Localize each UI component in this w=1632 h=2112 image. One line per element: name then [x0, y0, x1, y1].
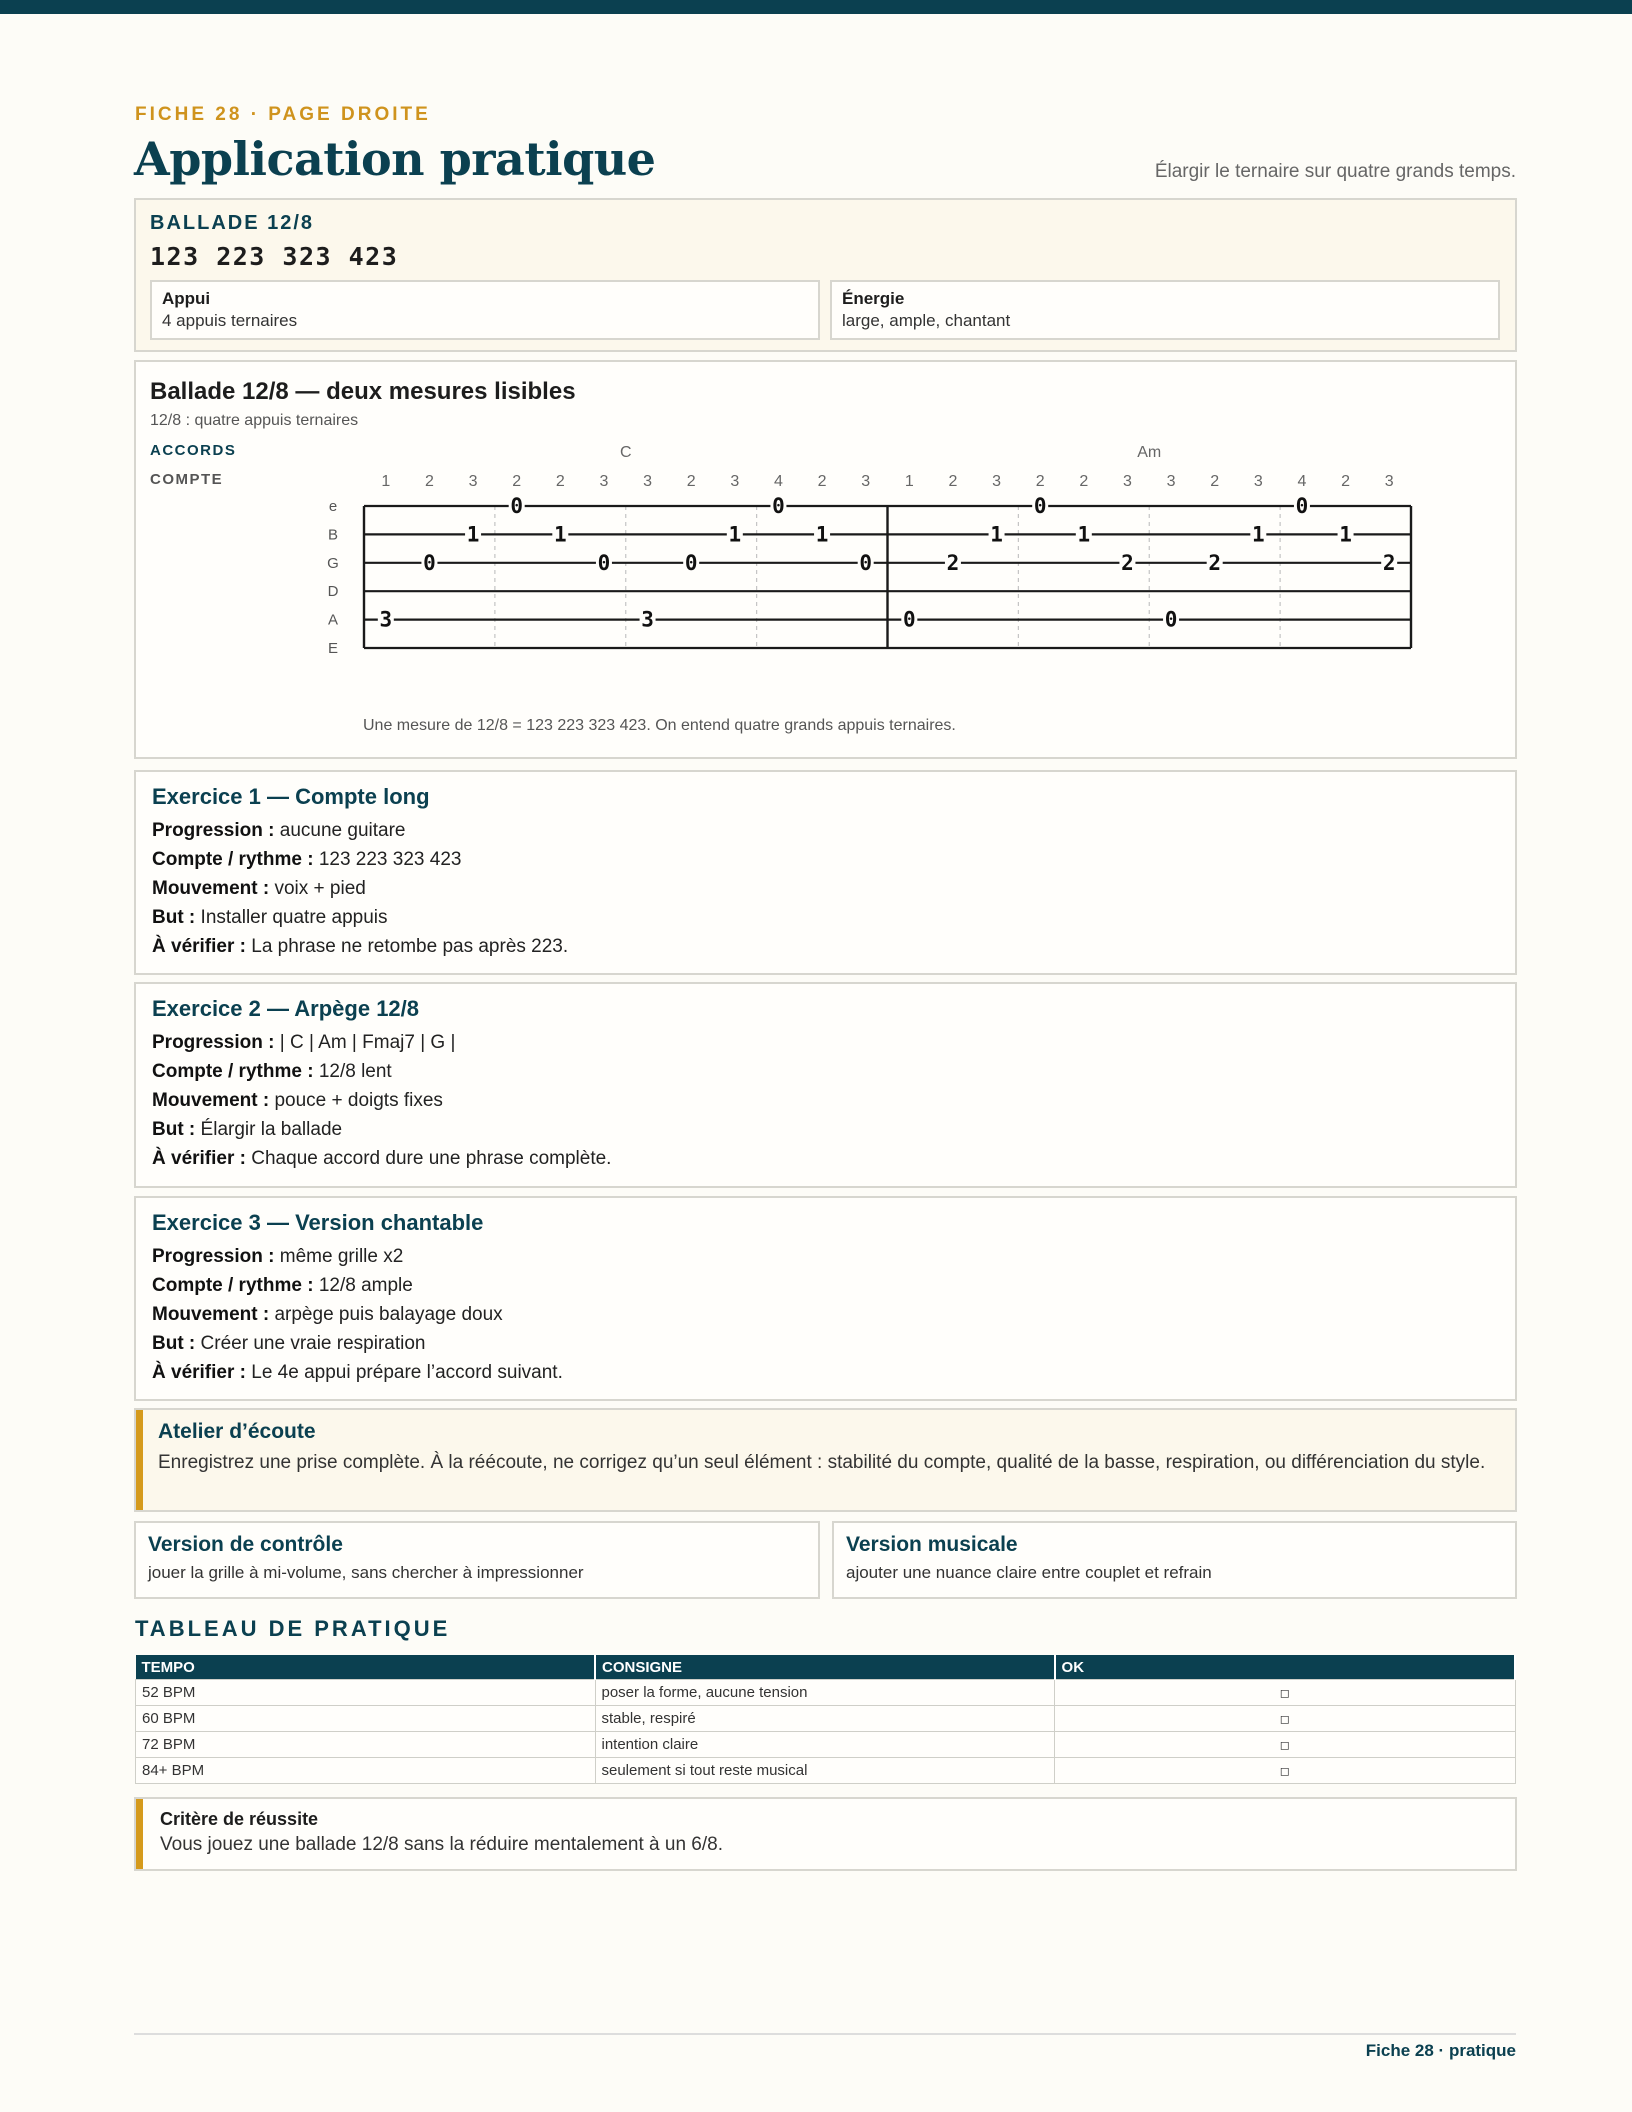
practice-heading: TABLEAU DE PRATIQUE — [135, 1616, 451, 1641]
tab-note: 1 — [990, 522, 1003, 547]
exercise-line — [152, 1271, 1499, 1300]
criterion-callout — [134, 1797, 1517, 1871]
table-header-row — [136, 1655, 1516, 1680]
exercise-key: But : — [152, 1333, 196, 1354]
count-label-4: 2 — [555, 473, 565, 490]
atelier-title: Atelier d’écoute — [158, 1420, 316, 1443]
count-label-23: 3 — [1384, 473, 1394, 490]
exercise-key: But : — [152, 907, 196, 928]
tempo-cell: 72 BPM — [136, 1732, 596, 1758]
exercise-line — [152, 816, 1499, 845]
count-label-10: 2 — [817, 473, 827, 490]
count-label-16: 2 — [1079, 473, 1089, 490]
count-label-6: 3 — [643, 473, 653, 490]
version-title: Version de contrôle — [148, 1533, 343, 1556]
ok-checkbox[interactable]: ◻ — [1055, 1706, 1515, 1732]
exercise-value: 123 223 323 423 — [318, 849, 462, 870]
ballade-kicker: BALLADE 12/8 — [150, 212, 315, 234]
count-label-2: 3 — [468, 473, 478, 490]
tab-note: 0 — [772, 494, 785, 518]
exercise-value: arpège puis balayage doux — [274, 1304, 503, 1325]
string-label: G — [327, 554, 339, 572]
count-label-21: 4 — [1297, 473, 1307, 490]
chord-label: C — [619, 444, 632, 461]
accent-bar — [136, 1799, 143, 1869]
count-label-15: 2 — [1035, 473, 1045, 490]
count-label-22: 2 — [1341, 473, 1351, 490]
count-label-17: 3 — [1122, 473, 1132, 490]
count-label-8: 3 — [730, 473, 740, 490]
exercise-key: Compte / rythme : — [152, 849, 314, 870]
page-footer: Fiche 28 · pratique — [1365, 2041, 1516, 2060]
count-label-3: 2 — [512, 473, 522, 490]
tab-note: 2 — [1208, 550, 1222, 575]
exercise-line — [152, 1086, 1499, 1115]
count-label-0: 1 — [381, 473, 391, 490]
page-kicker: FICHE 28 · PAGE DROITE — [135, 104, 431, 125]
count-label-1: 2 — [424, 473, 434, 490]
tablature-staff — [0, 0, 1632, 760]
count-label-20: 3 — [1253, 473, 1263, 490]
tab-note: 0 — [597, 550, 611, 575]
count-label: COMPTE — [150, 471, 224, 488]
string-label: A — [327, 611, 339, 629]
exercise-title: Exercice 3 — Version chantable — [152, 1210, 484, 1235]
tab-note: 3 — [379, 607, 393, 632]
exercise-card-1 — [134, 770, 1517, 975]
exercise-value: aucune guitare — [279, 820, 406, 841]
tab-note: 3 — [641, 607, 654, 632]
info-card-value: 4 appuis ternaires — [162, 311, 298, 330]
tab-note: 1 — [728, 522, 742, 547]
exercise-value: 12/8 ample — [318, 1275, 413, 1296]
exercise-card-3 — [134, 1196, 1517, 1401]
string-label: D — [327, 583, 339, 601]
exercise-line — [152, 874, 1499, 903]
exercise-key: Progression : — [152, 820, 275, 841]
version-text: ajouter une nuance claire entre couplet et refrain — [846, 1563, 1212, 1582]
version-control-card — [134, 1521, 820, 1599]
exercise-line — [152, 1057, 1499, 1086]
exercise-card-2 — [134, 982, 1517, 1188]
count-label-9: 4 — [773, 473, 783, 490]
string-label: B — [327, 526, 339, 544]
exercise-line — [152, 932, 1499, 961]
page-title: Application pratique — [134, 132, 656, 186]
exercise-key: Mouvement : — [152, 878, 270, 899]
tab-note: 0 — [423, 550, 436, 575]
ok-checkbox[interactable]: ◻ — [1055, 1680, 1515, 1706]
exercise-value: Installer quatre appuis — [200, 907, 388, 928]
exercise-value: même grille x2 — [279, 1246, 404, 1267]
count-label-19: 2 — [1210, 473, 1220, 490]
tab-note: 1 — [1077, 522, 1091, 547]
tab-note: 0 — [1164, 607, 1178, 632]
exercise-value: La phrase ne retombe pas après 223. — [251, 936, 569, 957]
table-row — [136, 1680, 1516, 1706]
exercise-key: Mouvement : — [152, 1090, 270, 1111]
tab-note: 2 — [946, 550, 960, 575]
exercise-key: À vérifier : — [152, 1148, 246, 1169]
ok-checkbox[interactable]: ◻ — [1055, 1732, 1515, 1758]
consigne-cell: stable, respiré — [595, 1706, 1055, 1732]
tab-note: 2 — [1382, 550, 1396, 575]
count-label-18: 3 — [1166, 473, 1176, 490]
table-row — [136, 1732, 1516, 1758]
exercise-key: But : — [152, 1119, 196, 1140]
chord-label: Am — [1137, 444, 1162, 461]
string-label: e — [328, 498, 338, 515]
consigne-cell: poser la forme, aucune tension — [595, 1680, 1055, 1706]
count-label-5: 3 — [599, 473, 609, 490]
column-header: CONSIGNE — [595, 1655, 1055, 1680]
chords-label: ACCORDS — [150, 442, 237, 459]
exercise-key: Progression : — [152, 1246, 275, 1267]
exercise-value: Le 4e appui prépare l’accord suivant. — [251, 1362, 563, 1383]
exercise-line — [152, 1242, 1499, 1271]
consigne-cell: intention claire — [595, 1732, 1055, 1758]
exercise-key: Mouvement : — [152, 1304, 270, 1325]
exercise-line — [152, 1329, 1499, 1358]
info-card-label: Énergie — [842, 289, 905, 308]
tab-note: 0 — [684, 550, 698, 575]
table-row — [136, 1758, 1516, 1784]
tab-note: 1 — [553, 522, 567, 547]
exercise-line — [152, 1028, 1499, 1057]
version-text: jouer la grille à mi-volume, sans chercher à impressionner — [148, 1563, 584, 1582]
exercise-value: | C | Am | Fmaj7 | G | — [279, 1032, 456, 1053]
column-header: OK — [1055, 1655, 1515, 1680]
count-label-13: 2 — [948, 473, 958, 490]
version-title: Version musicale — [846, 1533, 1018, 1556]
info-card-label: Appui — [162, 289, 211, 308]
exercise-title: Exercice 1 — Compte long — [152, 784, 430, 809]
tab-note: 2 — [1121, 550, 1134, 575]
tab-note: 0 — [902, 607, 916, 632]
tab-caption: Une mesure de 12/8 = 123 223 323 423. On entend quatre grands appuis ternaires. — [363, 717, 956, 734]
exercise-line — [152, 1358, 1499, 1387]
table-row — [136, 1706, 1516, 1732]
exercise-value: 12/8 lent — [318, 1061, 392, 1082]
ok-checkbox[interactable]: ◻ — [1055, 1758, 1515, 1784]
column-header: TEMPO — [136, 1655, 596, 1680]
criterion-title: Critère de réussite — [160, 1809, 319, 1829]
page-subtitle: Élargir le ternaire sur quatre grands temps. — [1154, 161, 1516, 182]
exercise-key: Compte / rythme : — [152, 1061, 314, 1082]
exercise-key: Progression : — [152, 1032, 275, 1053]
tempo-cell: 52 BPM — [136, 1680, 596, 1706]
atelier-callout — [134, 1408, 1517, 1512]
tab-note: 1 — [1251, 522, 1265, 547]
tempo-cell: 60 BPM — [136, 1706, 596, 1732]
exercise-line — [152, 845, 1499, 874]
tab-subtitle: 12/8 : quatre appuis ternaires — [150, 412, 359, 429]
count-label-11: 3 — [861, 473, 871, 490]
footer-divider — [134, 2033, 1516, 2035]
criterion-text: Vous jouez une ballade 12/8 sans la réduire mentalement à un 6/8. — [160, 1834, 723, 1855]
accent-bar — [136, 1410, 143, 1510]
practice-table — [135, 1655, 1516, 1784]
exercise-value: Élargir la ballade — [200, 1119, 343, 1140]
consigne-cell: seulement si tout reste musical — [595, 1758, 1055, 1784]
exercise-line — [152, 1300, 1499, 1329]
tab-note: 1 — [1339, 522, 1352, 547]
exercise-value: voix + pied — [274, 878, 366, 899]
atelier-text: Enregistrez une prise complète. À la réécoute, ne corrigez qu’un seul élément : stabilité du compte, qualité de la basse, respiration, ou différenciation du style. — [158, 1452, 1486, 1473]
tab-note: 0 — [1295, 494, 1309, 518]
exercise-line — [152, 1115, 1499, 1144]
exercise-value: Chaque accord dure une phrase complète. — [251, 1148, 612, 1169]
count-label-7: 2 — [686, 473, 696, 490]
exercise-line — [152, 903, 1499, 932]
exercise-key: À vérifier : — [152, 1362, 246, 1383]
ballade-count: 123 223 323 423 — [150, 242, 399, 271]
tab-note: 0 — [1033, 494, 1047, 518]
exercise-key: À vérifier : — [152, 936, 246, 957]
tab-title: Ballade 12/8 — deux mesures lisibles — [150, 378, 576, 405]
exercise-key: Compte / rythme : — [152, 1275, 314, 1296]
exercise-value: Créer une vraie respiration — [200, 1333, 426, 1354]
version-musical-card — [832, 1521, 1517, 1599]
string-label: E — [327, 640, 339, 657]
exercise-title: Exercice 2 — Arpège 12/8 — [152, 996, 420, 1021]
exercise-value: pouce + doigts fixes — [274, 1090, 443, 1111]
count-label-14: 3 — [992, 473, 1002, 490]
tab-note: 0 — [510, 494, 524, 518]
tempo-cell: 84+ BPM — [136, 1758, 596, 1784]
count-label-12: 1 — [904, 473, 914, 490]
tab-note: 0 — [859, 550, 873, 575]
tab-note: 1 — [815, 522, 829, 547]
info-card-value: large, ample, chantant — [842, 311, 1011, 330]
exercise-line — [152, 1144, 1499, 1173]
tab-note: 1 — [466, 522, 480, 547]
